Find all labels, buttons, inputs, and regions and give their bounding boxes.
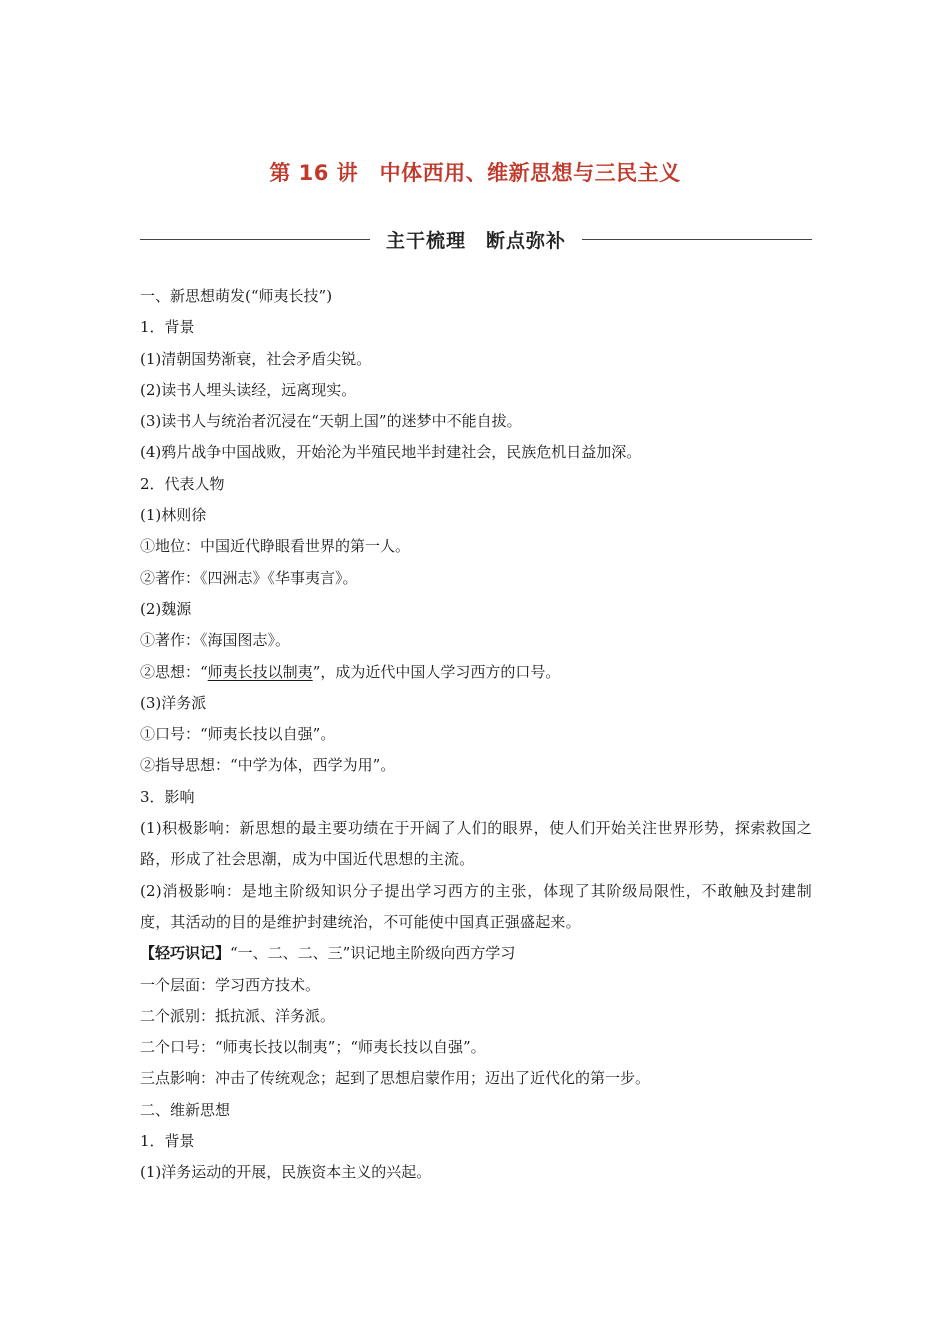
paragraph: (1)积极影响：新思想的最主要功绩在于开阔了人们的眼界，使人们开始关注世界形势，探索救国之路，形成了社会思潮，成为中国近代思想的主流。 [140, 819, 812, 869]
paragraph: (3)洋务派 [140, 693, 207, 712]
paragraph: ②指导思想：“中学为体，西学为用”。 [140, 756, 396, 775]
paragraph: 二个派别：抵抗派、洋务派。 [140, 1006, 336, 1025]
underlined-text: 师夷长技以制夷 [207, 662, 313, 681]
paragraph [140, 657, 812, 688]
paragraph: (2)魏源 [140, 599, 192, 618]
section-header-label: 主干梳理 断点弥补 [386, 229, 567, 252]
subheading-background: 1．背景 [140, 318, 195, 337]
text-span: ②思想：“ [140, 662, 208, 681]
paragraph: (2)消极影响：是地主阶级知识分子提出学习西方的主张，体现了其阶级局限性，不敢触及封建制度，其活动的目的是维护封建统治，不可能使中国真正强盛起来。 [140, 881, 812, 931]
section-rule-right [582, 239, 812, 240]
section-rule-left [140, 239, 370, 240]
paragraph: 一个层面：学习西方技术。 [140, 975, 321, 994]
paragraph: ①口号：“师夷长技以自强”。 [140, 725, 336, 744]
paragraph: ①地位：中国近代睁眼看世界的第一人。 [140, 537, 411, 556]
subheading-impact: 3．影响 [140, 787, 195, 806]
memory-tip-text: “一、二、二、三”识记地主阶级向西方学习 [230, 944, 516, 963]
paragraph: (1)洋务运动的开展，民族资本主义的兴起。 [140, 1163, 432, 1182]
paragraph: 三点影响：冲击了传统观念；起到了思想启蒙作用；迈出了近代化的第一步。 [140, 1069, 651, 1088]
subheading-representatives: 2．代表人物 [140, 474, 225, 493]
subheading-background: 1．背景 [140, 1132, 195, 1151]
paragraph: (2)读书人埋头读经，远离现实。 [140, 380, 357, 399]
paragraph: (1)清朝国势渐衰，社会矛盾尖锐。 [140, 349, 372, 368]
text-span: ”，成为近代中国人学习西方的口号。 [312, 662, 561, 681]
paragraph: (4)鸦片战争中国战败，开始沦为半殖民地半封建社会，民族危机日益加深。 [140, 443, 642, 462]
paragraph: 二个口号：“师夷长技以制夷”；“师夷长技以自强”。 [140, 1038, 486, 1057]
section-header [140, 226, 812, 252]
paragraph: (1)林则徐 [140, 506, 207, 525]
page-title: 第 16 讲 中体西用、维新思想与三民主义 [269, 161, 681, 185]
paragraph: ①著作：《海国图志》。 [140, 631, 291, 650]
heading-reform-thought: 二、维新思想 [140, 1100, 231, 1119]
document-body [140, 281, 812, 1189]
paragraph: (3)读书人与统治者沉浸在“天朝上国”的迷梦中不能自拔。 [140, 412, 522, 431]
memory-tip-label: 【轻巧识记】 [140, 944, 231, 963]
paragraph: ②著作：《四洲志》《华事夷言》。 [140, 568, 358, 587]
memory-tip [140, 938, 812, 969]
heading-new-thought: 一、新思想萌发(“师夷长技”) [140, 287, 333, 305]
